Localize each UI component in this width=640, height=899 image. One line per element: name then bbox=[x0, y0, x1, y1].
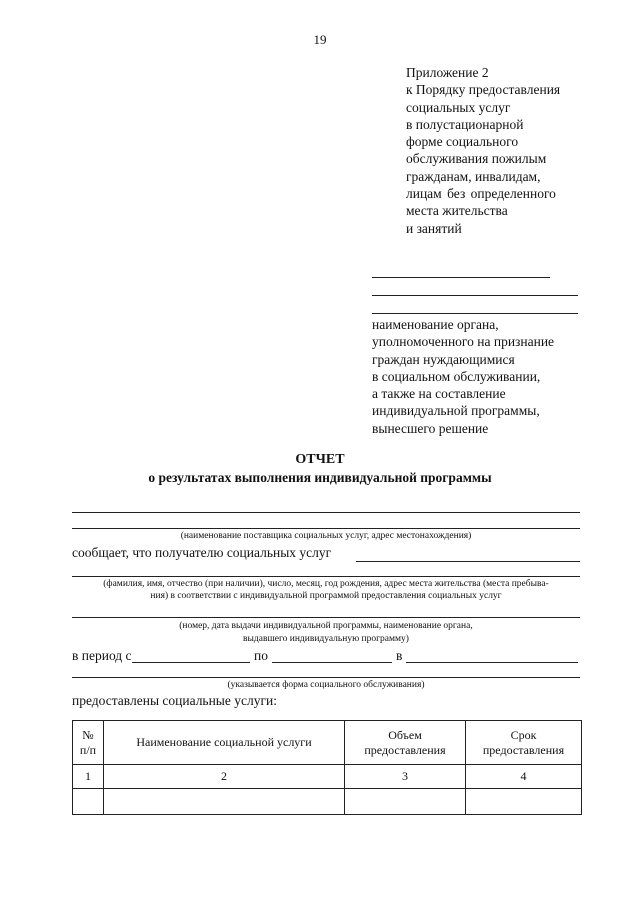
addressee-line-1[interactable] bbox=[372, 277, 550, 278]
organ-line: граждан нуждающимися bbox=[372, 351, 515, 367]
recipient-line-2[interactable] bbox=[72, 576, 580, 577]
form-caption: (указывается форма социального обслуживания) bbox=[227, 680, 425, 690]
appendix-header bbox=[406, 64, 560, 237]
organ-line: уполномоченного на признание bbox=[372, 334, 555, 350]
table-row bbox=[73, 789, 582, 815]
addressee-line-3[interactable] bbox=[372, 313, 578, 314]
header-service-name: Наименование социальной услуги bbox=[104, 721, 345, 765]
appendix-line: Приложение 2 bbox=[406, 65, 489, 80]
services-table bbox=[72, 720, 582, 815]
appendix-line: и занятий bbox=[406, 220, 462, 236]
provided-text: предоставлены социальные услуги: bbox=[72, 693, 277, 708]
page-number: 19 bbox=[313, 32, 327, 47]
program-caption-2: выдавшего индивидуальную программу) bbox=[243, 634, 409, 644]
period-from-field[interactable] bbox=[132, 662, 250, 663]
organ-line: индивидуальной программы, bbox=[372, 403, 540, 419]
table-cell: 1 bbox=[73, 765, 104, 789]
informs-text: сообщает, что получателю социальных услуг bbox=[72, 545, 332, 560]
appendix-line: места жительства bbox=[406, 203, 508, 219]
table-cell[interactable] bbox=[104, 789, 345, 815]
period-from-label: в период с bbox=[72, 648, 132, 663]
provider-line-1[interactable] bbox=[72, 512, 580, 513]
appendix-line: форме социального bbox=[406, 134, 519, 150]
appendix-line: социальных услуг bbox=[406, 99, 511, 115]
period-in-label: в bbox=[396, 648, 403, 663]
form-line[interactable] bbox=[72, 677, 580, 678]
table-cell: 4 bbox=[466, 765, 582, 789]
period-to-field[interactable] bbox=[272, 662, 392, 663]
organ-caption bbox=[372, 316, 554, 437]
organ-line: в социальном обслуживании, bbox=[372, 368, 541, 384]
table-cell: 2 bbox=[104, 765, 345, 789]
report-subtitle: о результатах выполнения индивидуальной программы bbox=[148, 470, 492, 485]
appendix-line: обслуживания пожилым bbox=[406, 151, 547, 167]
appendix-line: гражданам, инвалидам, bbox=[406, 168, 541, 184]
recipient-line-1[interactable] bbox=[356, 561, 580, 562]
period-to-label: по bbox=[254, 648, 268, 663]
provider-caption: (наименование поставщика социальных услуг, адрес местонахождения) bbox=[180, 531, 472, 541]
header-volume: Объем предоставления bbox=[345, 721, 466, 765]
header-number: № п/п bbox=[73, 721, 104, 765]
organ-line: вынесшего решение bbox=[372, 420, 489, 436]
program-caption-1: (номер, дата выдачи индивидуальной программы, наименование органа, bbox=[179, 621, 473, 631]
table-cell: 3 bbox=[345, 765, 466, 789]
table-cell[interactable] bbox=[345, 789, 466, 815]
recipient-caption-2: ния) в соответствии с индивидуальной программой предоставления социальных услуг bbox=[150, 591, 502, 601]
provider-line-2[interactable] bbox=[72, 528, 580, 529]
table-numbering-row bbox=[73, 765, 582, 789]
organ-line: наименование органа, bbox=[372, 317, 499, 332]
program-line[interactable] bbox=[72, 617, 580, 618]
table-cell[interactable] bbox=[73, 789, 104, 815]
addressee-line-2[interactable] bbox=[372, 295, 578, 296]
table-header-row bbox=[73, 721, 582, 765]
appendix-line: лицам без определенного bbox=[406, 186, 556, 202]
organ-line: а также на составление bbox=[372, 386, 506, 402]
table-cell[interactable] bbox=[466, 789, 582, 815]
appendix-line: в полустационарной bbox=[406, 116, 524, 132]
appendix-line: к Порядку предоставления bbox=[406, 82, 561, 98]
header-term: Срок предоставления bbox=[466, 721, 582, 765]
period-in-field[interactable] bbox=[406, 662, 578, 663]
report-title: ОТЧЕТ bbox=[295, 452, 345, 467]
recipient-caption-1: (фамилия, имя, отчество (при наличии), число, месяц, год рождения, адрес места жительства (места пребыва- bbox=[103, 579, 549, 589]
